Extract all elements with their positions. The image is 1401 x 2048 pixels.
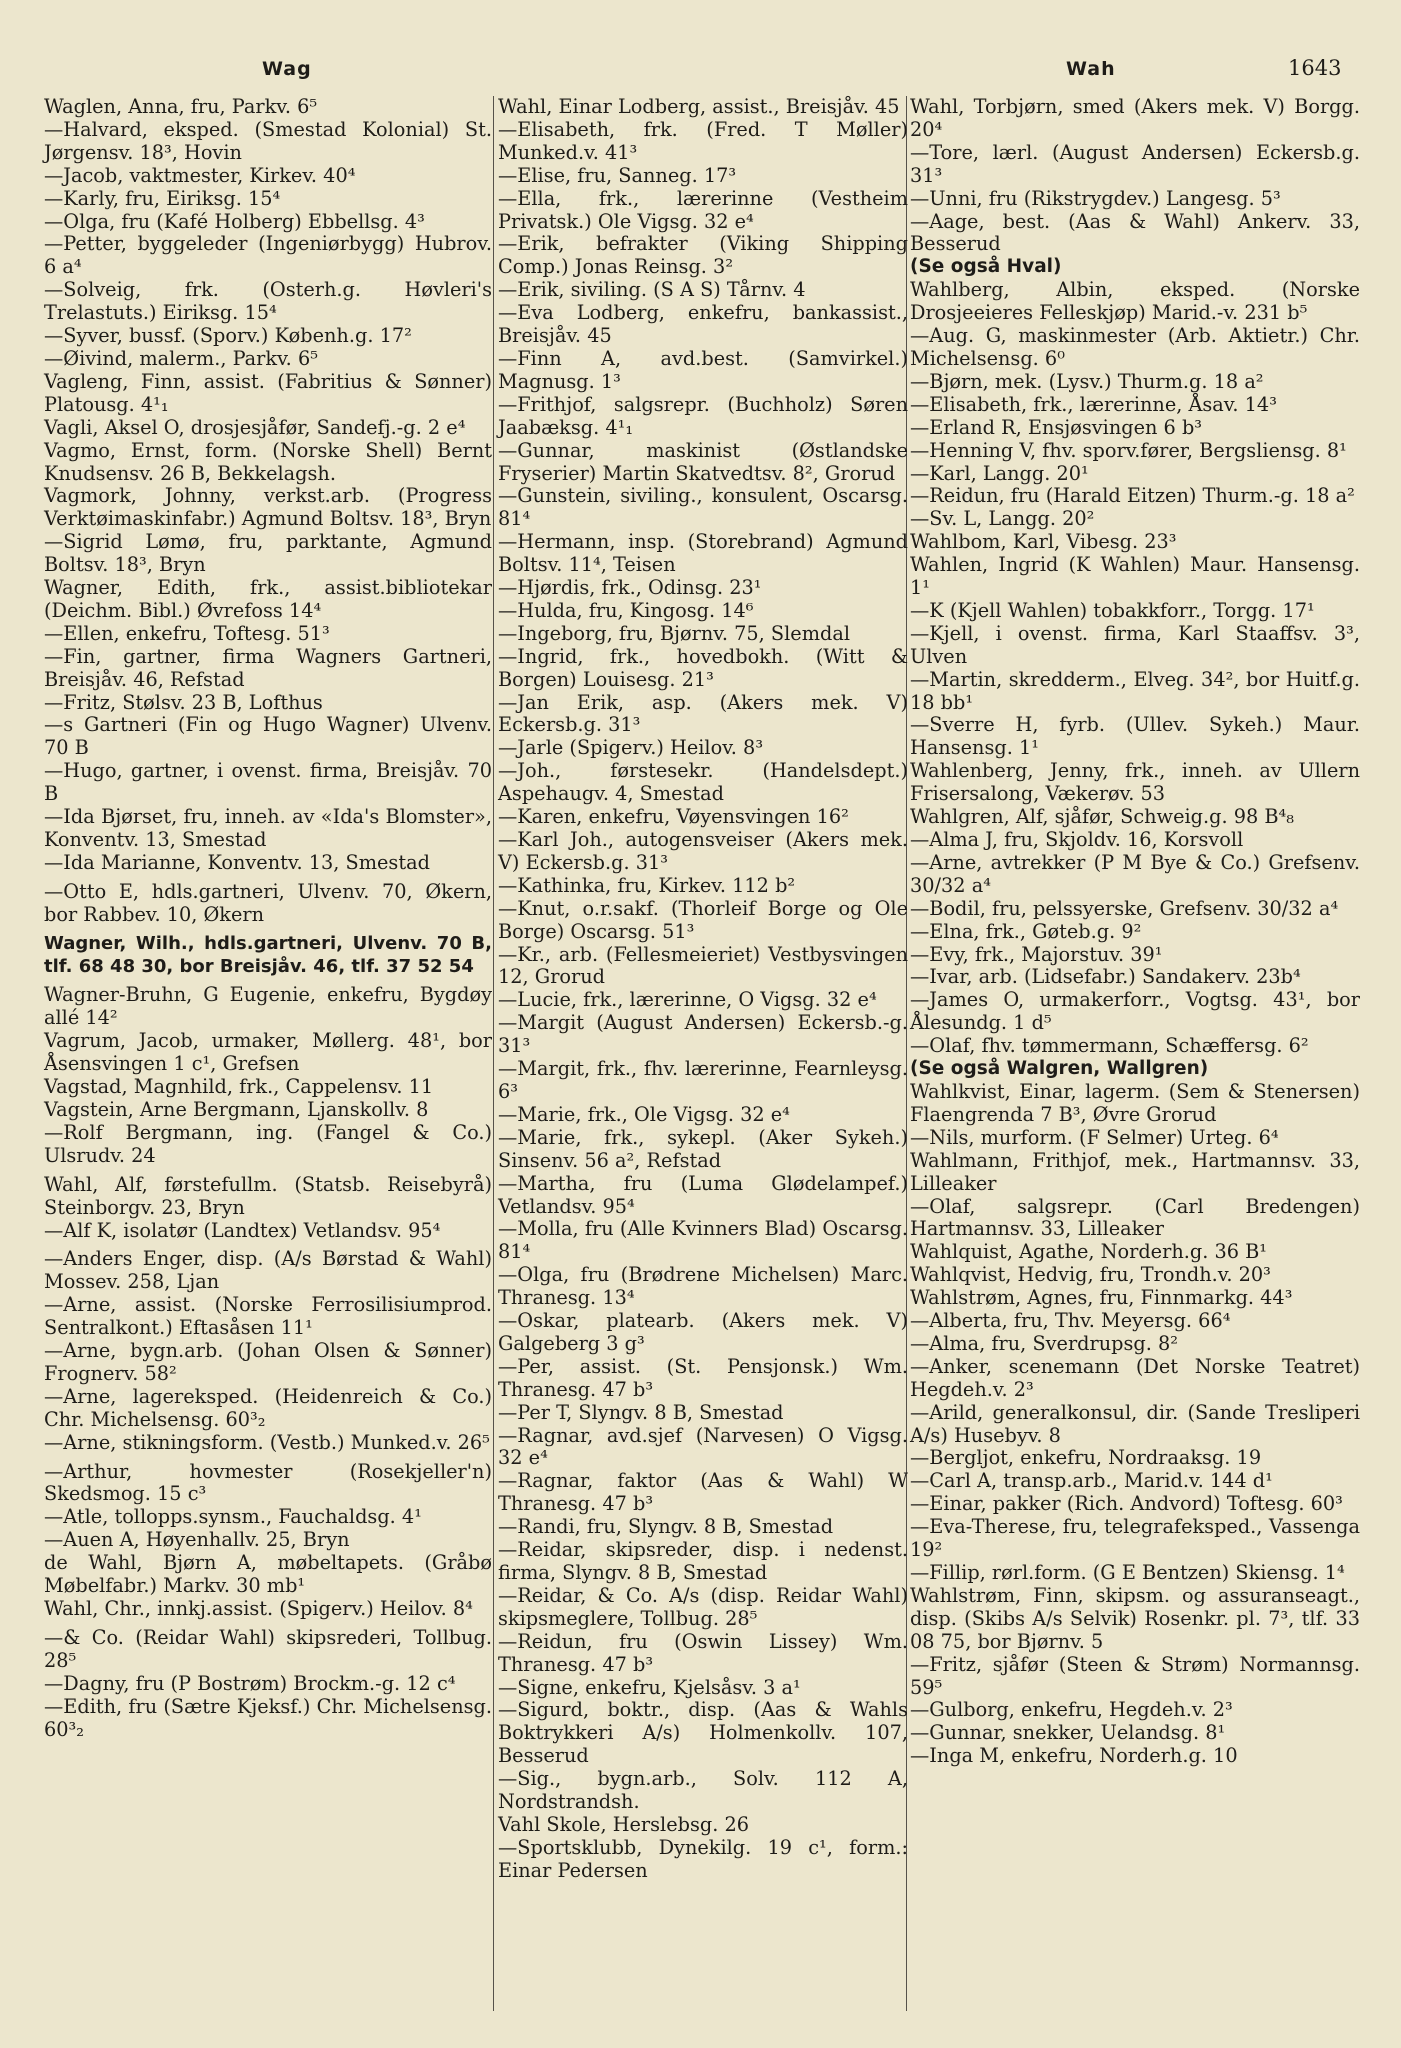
running-head-right: Wah [1066,58,1116,80]
directory-entry: Wahlgren, Alf, sjåfør, Schweig.g. 98 B⁴₈ [910,805,1295,829]
directory-entry: —Lucie, frk., lærerinne, O Vigsg. 32 e⁴ [498,988,877,1012]
directory-entry: Vagmork, Johnny, verkst.arb. (Progress Verktøimaskinfabr.) Agmund Boltsv. 18³, Bryn [44,484,492,531]
directory-entry: —Arild, generalkonsul, dir. (Sande Tresliperi A/s) Husebyv. 8 [910,1400,1360,1447]
directory-entry: —Joh., førstesekr. (Handelsdept.) Aspehaugv. 4, Smestad [498,759,908,806]
directory-entry: —Ida Marianne, Konventv. 13, Smestad [44,850,430,874]
directory-entry: Wahlberg, Albin, eksped. (Norske Drosjeeieres Felleskjøp) Marid.-v. 231 b⁵ [910,278,1360,325]
directory-entry: —Unni, fru (Rikstrygdev.) Langesg. 5³ [910,186,1281,210]
directory-entry: —Molla, fru (Alle Kvinners Blad) Oscarsg. 81⁴ [498,1217,908,1264]
directory-entry: —Oskar, platearb. (Akers mek. V) Galgeberg 3 g³ [498,1309,908,1355]
directory-entry: —Einar, pakker (Rich. Andvord) Toftesg. 60³ [910,1492,1343,1516]
directory-entry: Wagner, Edith, frk., assist.bibliotekar (Deichm. Bibl.) Øvrefoss 14⁴ [44,576,492,622]
directory-entry: —Karl, Langg. 20¹ [910,461,1089,485]
directory-entry: Vagstad, Magnhild, frk., Cappelensv. 11 [44,1075,434,1099]
directory-entry: —Fillip, rørl.form. (G E Bentzen) Skiensg. 1⁴ [910,1561,1345,1584]
directory-entry: —Evy, frk., Majorstuv. 39¹ [910,942,1163,966]
directory-entry: Waglen, Anna, fru, Parkv. 6⁵ [44,95,318,118]
directory-entry: —Hulda, fru, Kingosg. 14⁶ [498,598,754,622]
directory-entry: —Aug. G, maskinmester (Arb. Aktietr.) Chr. Michelsensg. 6⁰ [910,324,1360,370]
directory-entry: —Sigrid Lømø, fru, parktante, Agmund Boltsv. 18³, Bryn [44,530,492,577]
directory-entry: —Elisabeth, frk., lærerinne, Åsav. 14³ [910,392,1277,416]
directory-entry: —Alf K, isolatør (Landtex) Vetlandsv. 95⁴ [44,1218,441,1242]
directory-entry: —Ivar, arb. (Lidsefabr.) Sandakerv. 23b⁴ [910,965,1301,989]
directory-entry: Wahlbom, Karl, Vibesg. 23³ [910,530,1177,554]
directory-entry: —Dagny, fru (P Bostrøm) Brockm.-g. 12 c⁴ [44,1671,456,1695]
directory-entry: —Jarle (Spigerv.) Heilov. 8³ [498,736,764,760]
directory-entry: —Eva-Therese, fru, telegrafeksped., Vassenga 19² [910,1515,1360,1562]
directory-entry: Wahlstrøm, Finn, skipsm. og assuranseagt., disp. (Skibs A/s Selvik) Rosenkr. pl. 7³, tlf. 33 08 75, bor Bjørnv. 5 [910,1583,1360,1653]
directory-entry: —Arthur, hovmester (Rosekjeller'n) Skedsmog. 15 c³ [44,1459,492,1506]
directory-entry: —& Co. (Reidar Wahl) skipsrederi, Tollbug. 28⁵ [44,1625,492,1672]
directory-entry: —Olga, fru (Kafé Holberg) Ebbellsg. 4³ [44,209,425,233]
directory-entry: —Olaf, salgsrepr. (Carl Bredengen) Hartmannsv. 33, Lilleaker [910,1194,1360,1241]
directory-entry: —Rolf Bergmann, ing. (Fangel & Co.) Ulsrudv. 24 [44,1120,492,1167]
directory-entry: Wahlqvist, Hedvig, fru, Trondh.v. 20³ [910,1263,1271,1287]
directory-entry: —Marie, frk., Ole Vigsg. 32 e⁴ [498,1102,790,1126]
directory-entry: —Martin, skredderm., Elveg. 34², bor Huitf.g. 18 bb¹ [910,667,1360,714]
directory-entry: —Kr., arb. (Fellesmeieriet) Vestbysvingen 12, Grorud [498,942,908,989]
directory-entry: —Elna, frk., Gøteb.g. 9² [910,919,1142,943]
directory-entry: —Signe, enkefru, Kjelsåsv. 3 a¹ [498,1675,801,1699]
directory-entry: Wahl, Torbjørn, smed (Akers mek. V) Borgg. 20⁴ [910,95,1360,141]
directory-entry: —Sig., bygn.arb., Solv. 112 A, Nordstrandsh. [498,1767,908,1814]
directory-entry: Vagleng, Finn, assist. (Fabritius & Sønner) Platousg. 4¹₁ [44,369,492,416]
directory-entry: Wagner, Wilh., hdls.gartneri, Ulvenv. 70 B, tlf. 68 48 30, bor Breisjåv. 46, tlf. 37 52 54 [44,932,492,977]
directory-entry: Wahlenberg, Jenny, frk., inneh. av Ullern Frisersalong, Vækerøv. 53 [910,759,1360,806]
page-number: 1643 [1288,56,1342,80]
directory-entry: —Anker, scenemann (Det Norske Teatret) Hegdeh.v. 2³ [910,1354,1360,1401]
directory-entry: —Fritz, sjåfør (Steen & Strøm) Normannsg. 59⁵ [910,1652,1360,1699]
directory-entry: —Alma, fru, Sverdrupsg. 8² [910,1331,1178,1355]
directory-entry: —Anders Enger, disp. (A/s Børstad & Wahl) Mossev. 258, Ljan [44,1247,492,1294]
directory-entry: —Hjørdis, frk., Odinsg. 23¹ [498,576,762,600]
column-1 [44,96,492,1741]
directory-entry: Vahl Skole, Herslebsg. 26 [498,1812,749,1836]
directory-entry: —Karl Joh., autogensveiser (Akers mek. V) Eckersb.g. 31³ [498,828,908,874]
directory-entry: —Sportsklubb, Dynekilg. 19 c¹, form.: Einar Pedersen [498,1835,908,1882]
directory-entry: —Ellen, enkefru, Toftesg. 51³ [44,621,330,645]
directory-entry: —Elisabeth, frk. (Fred. T Møller) Munked.v. 41³ [498,117,908,164]
directory-entry: —Sigurd, boktr., disp. (Aas & Wahls Boktrykkeri A/s) Holmenkollv. 107, Besserud [498,1698,908,1768]
directory-entry: —Knut, o.r.sakf. (Thorleif Borge og Ole Borge) Oscarsg. 51³ [498,896,908,943]
directory-entry: —Gunnar, maskinist (Østlandske Fryserier) Martin Skatvedtsv. 8², Grorud [498,438,908,485]
directory-entry: —Karly, fru, Eiriksg. 15⁴ [44,186,281,210]
directory-entry: —Solveig, frk. (Osterh.g. Høvleri's Trelastuts.) Eiriksg. 15⁴ [44,278,492,325]
directory-entry: —Reidar, & Co. A/s (disp. Reidar Wahl) skipsmeglere, Tollbug. 28⁵ [498,1583,908,1630]
cross-reference: (Se også Walgren, Wallgren) [910,1058,1209,1080]
directory-entry: —Ingeborg, fru, Bjørnv. 75, Slemdal [498,621,850,645]
directory-entry: —Hugo, gartner, i ovenst. firma, Breisjåv. 70 B [44,759,492,806]
directory-entry: —Arne, lagereksped. (Heidenreich & Co.) Chr. Michelsensg. 60³₂ [44,1384,492,1431]
directory-entry: —Hermann, insp. (Storebrand) Agmund Boltsv. 11⁴, Teisen [498,530,908,577]
directory-entry: —Reidun, fru (Oswin Lissey) Wm. Thranesg. 47 b³ [498,1629,908,1676]
directory-entry: —Martha, fru (Luma Glødelampef.) Vetlandsv. 95⁴ [498,1171,908,1218]
directory-entry: —Eva Lodberg, enkefru, bankassist., Breisjåv. 45 [498,301,908,348]
directory-entry: —Carl A, transp.arb., Marid.v. 144 d¹ [910,1469,1273,1493]
directory-entry: —Jacob, vaktmester, Kirkev. 40⁴ [44,163,356,187]
directory-entry: Wahlen, Ingrid (K Wahlen) Maur. Hansensg. 1¹ [910,553,1360,600]
directory-entry: —Reidun, fru (Harald Eitzen) Thurm.-g. 18 a² [910,484,1355,508]
directory-entry: —Bjørn, mek. (Lysv.) Thurm.g. 18 a² [910,369,1264,393]
directory-entry: —Arne, assist. (Norske Ferrosilisiumprod. Sentralkont.) Eftasåsen 11¹ [44,1293,492,1340]
directory-entry: Wahl, Einar Lodberg, assist., Breisjåv. 45 [498,95,900,118]
directory-entry: —Margit (August Andersen) Eckersb.-g. 31³ [498,1011,908,1058]
directory-entry: —Kjell, i ovenst. firma, Karl Staaffsv. 3³, Ulven [910,621,1360,668]
directory-entry: —Elise, fru, Sanneg. 17³ [498,163,737,187]
directory-entry: —Per, assist. (St. Pensjonsk.) Wm. Thranesg. 47 b³ [498,1354,908,1401]
directory-entry: —Gunnar, snekker, Uelandsg. 8¹ [910,1721,1226,1745]
directory-entry: —Sverre H, fyrb. (Ullev. Sykeh.) Maur. Hansensg. 1¹ [910,713,1360,760]
directory-entry: —Ragnar, avd.sjef (Narvesen) O Vigsg. 32 e⁴ [498,1423,908,1470]
directory-entry: Wahlquist, Agathe, Norderh.g. 36 B¹ [910,1240,1268,1264]
directory-entry: —Henning V, fhv. sporv.fører, Bergsliensg. 8¹ [910,438,1347,462]
directory-entry: Wahl, Alf, førstefullm. (Statsb. Reisebyrå) Steinborgv. 23, Bryn [44,1172,492,1219]
directory-entry: —Fin, gartner, firma Wagners Gartneri, Breisjåv. 46, Refstad [44,644,492,691]
directory-entry: —Øivind, malerm., Parkv. 6⁵ [44,346,318,370]
directory-entry: —Randi, fru, Slyngv. 8 B, Smestad [498,1515,834,1539]
directory-entry: —Auen A, Høyenhallv. 25, Bryn [44,1528,350,1552]
directory-entry: de Wahl, Bjørn A, møbeltapets. (Gråbø Møbelfabr.) Markv. 30 mb¹ [44,1551,492,1598]
directory-entry: —Marie, frk., sykepl. (Aker Sykeh.) Sinsenv. 56 a², Refstad [498,1125,908,1172]
directory-entry: —Alma J, fru, Skjoldv. 16, Korsvoll [910,828,1244,851]
directory-entry: —Bodil, fru, pelssyerske, Grefsenv. 30/32 a⁴ [910,896,1339,920]
directory-entry: —Erik, siviling. (S A S) Tårnv. 4 [498,278,806,302]
directory-entry: —Edith, fru (Sætre Kjeksf.) Chr. Michelsensg. 60³₂ [44,1694,492,1741]
directory-entry: Vagmo, Ernst, form. (Norske Shell) Bernt Knudsensv. 26 B, Bekkelagsh. [44,438,492,485]
directory-entry: —Per T, Slyngv. 8 B, Smestad [498,1400,784,1424]
directory-entry: —James O, urmakerforr., Vogtsg. 43¹, bor Ålesundg. 1 d⁵ [910,988,1360,1035]
directory-entry: —Jan Erik, asp. (Akers mek. V) Eckersb.g. 31³ [498,690,908,737]
directory-entry: —Erik, befrakter (Viking Shipping Comp.) Jonas Reinsg. 3² [498,232,908,279]
directory-entry: —Syver, bussf. (Sporv.) Københ.g. 17² [44,324,412,348]
column-divider [493,96,494,2011]
directory-entry: Wahl, Chr., innkj.assist. (Spigerv.) Heilov. 8⁴ [44,1597,473,1620]
directory-entry: —Tore, lærl. (August Andersen) Eckersb.g. 31³ [910,140,1360,187]
directory-entry: —Ida Bjørset, fru, inneh. av «Ida's Blomster», Konventv. 13, Smestad [44,805,492,851]
directory-entry: —K (Kjell Wahlen) tobakkforr., Torgg. 17¹ [910,598,1315,622]
directory-entry: —Nils, murform. (F Selmer) Urteg. 6⁴ [910,1125,1279,1149]
directory-entry: —Ragnar, faktor (Aas & Wahl) W Thranesg. 47 b³ [498,1469,908,1516]
directory-entry: Wahlmann, Frithjof, mek., Hartmannsv. 33, Lilleaker [910,1148,1360,1195]
directory-entry: —Otto E, hdls.gartneri, Ulvenv. 70, Økern, bor Rabbev. 10, Økern [44,879,492,926]
directory-entry: —Atle, tollopps.synsm., Fauchaldsg. 4¹ [44,1505,422,1529]
directory-entry: —Aage, best. (Aas & Wahl) Ankerv. 33, Besserud [910,209,1360,256]
directory-entry: —Frithjof, salgsrepr. (Buchholz) Søren Jaabæksg. 4¹₁ [498,392,908,439]
directory-entry: Wahlkvist, Einar, lagerm. (Sem & Stenersen) Flaengrenda 7 B³, Øvre Grorud [910,1079,1360,1126]
directory-entry: —Margit, frk., fhv. lærerinne, Fearnleysg. 6³ [498,1057,908,1103]
directory-entry: —Petter, byggeleder (Ingeniørbygg) Hubrov. 6 a⁴ [44,232,492,279]
directory-entry: —Halvard, eksped. (Smestad Kolonial) St. Jørgensv. 18³, Hovin [44,117,492,164]
directory-entry: Wahlstrøm, Agnes, fru, Finnmarkg. 44³ [910,1286,1293,1310]
directory-entry: —Olaf, fhv. tømmermann, Schæffersg. 6² [910,1034,1309,1058]
directory-entry: —Arne, bygn.arb. (Johan Olsen & Sønner) Frognerv. 58² [44,1339,492,1385]
directory-entry: Vagstein, Arne Bergmann, Ljanskollv. 8 [44,1097,429,1121]
column-2 [498,96,908,1883]
directory-entry: —Inga M, enkefru, Norderh.g. 10 [910,1744,1238,1768]
directory-entry: —Reidar, skipsreder, disp. i nedenst. firma, Slyngv. 8 B, Smestad [498,1538,908,1584]
directory-entry: Vagrum, Jacob, urmaker, Møllerg. 48¹, bor Åsensvingen 1 c¹, Grefsen [44,1029,492,1076]
directory-entry: Wagner-Bruhn, G Eugenie, enkefru, Bygdøy allé 14² [44,983,492,1030]
directory-entry: Vagli, Aksel O, drosjesjåfør, Sandefj.-g. 2 e⁴ [44,415,466,439]
directory-entry: —Olga, fru (Brødrene Michelsen) Marc. Thranesg. 13⁴ [498,1263,908,1310]
running-head-left: Wag [262,58,312,80]
directory-entry: —Finn A, avd.best. (Samvirkel.) Magnusg. 1³ [498,346,908,393]
directory-entry: —Ingrid, frk., hovedbokh. (Witt & Borgen) Louisesg. 21³ [498,644,908,691]
directory-entry: —s Gartneri (Fin og Hugo Wagner) Ulvenv. 70 B [44,713,492,760]
cross-reference: (Se også Hval) [910,256,1062,278]
directory-entry: —Bergljot, enkefru, Nordraaksg. 19 [910,1446,1262,1470]
column-3 [910,96,1360,1768]
directory-entry: —Ella, frk., lærerinne (Vestheim Privatsk.) Ole Vigsg. 32 e⁴ [498,186,908,233]
directory-entry: —Arne, avtrekker (P M Bye & Co.) Grefsenv. 30/32 a⁴ [910,850,1360,897]
directory-entry: —Arne, stikningsform. (Vestb.) Munked.v. 26⁵ [44,1430,490,1454]
directory-entry: —Sv. L, Langg. 20² [910,507,1095,531]
directory-entry: —Fritz, Stølsv. 23 B, Lofthus [44,690,323,714]
directory-entry: —Erland R, Ensjøsvingen 6 b³ [910,415,1203,439]
directory-entry: —Karen, enkefru, Vøyensvingen 16² [498,805,849,829]
directory-entry: —Kathinka, fru, Kirkev. 112 b² [498,873,796,897]
directory-entry: —Gulborg, enkefru, Hegdeh.v. 2³ [910,1698,1233,1722]
directory-entry: —Gunstein, siviling., konsulent, Oscarsg. 81⁴ [498,484,908,531]
directory-entry: —Alberta, fru, Thv. Meyersg. 66⁴ [910,1309,1231,1333]
